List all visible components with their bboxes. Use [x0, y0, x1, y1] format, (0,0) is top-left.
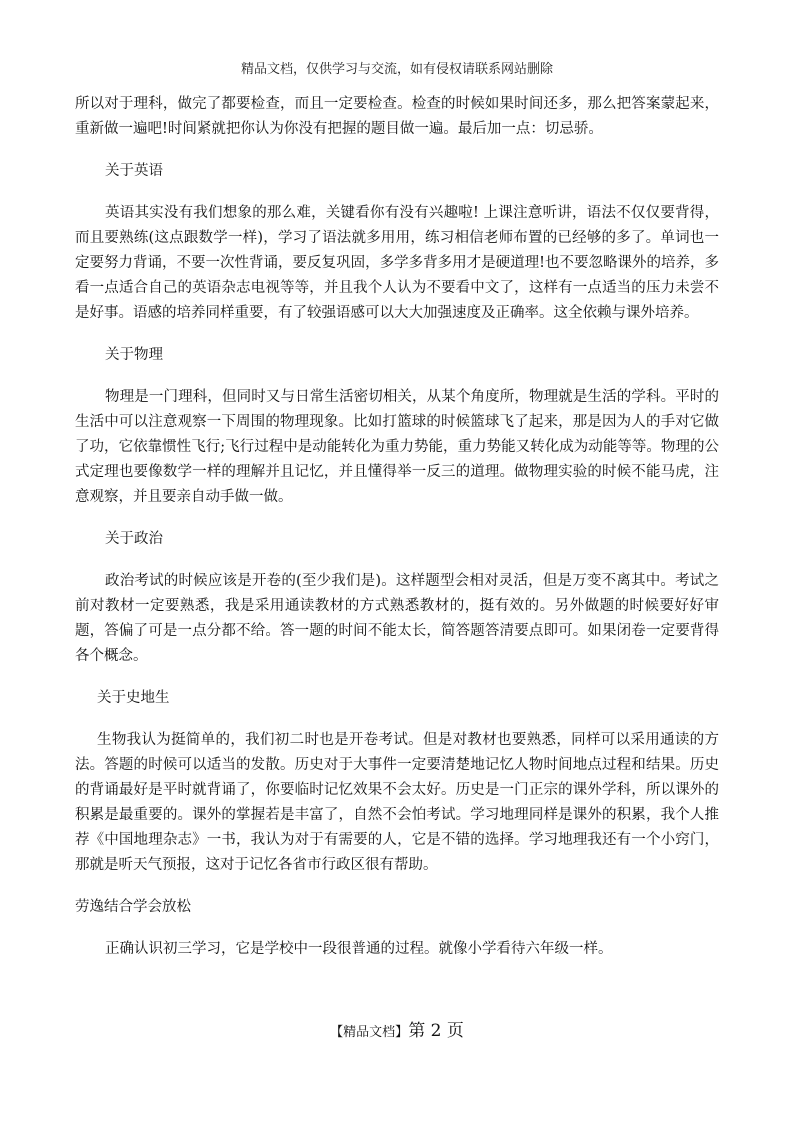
heading-english: 关于英语 [105, 163, 163, 179]
page-footer [0, 1016, 794, 1041]
heading-relax: 劳逸结合学会放松 [75, 899, 191, 915]
footer-tag: 【精品文档】 [330, 1025, 409, 1040]
heading-history-geo-bio: 关于史地生 [97, 690, 170, 706]
heading-politics: 关于政治 [105, 531, 163, 547]
paragraph-intro: 所以对于理科，做完了都要检查，而且一定要检查。检查的时候如果时间还多，那么把答案蒙起来，重新做一遍吧!时间紧就把你认为你没有把握的题目做一遍。最后加一点：切忌骄。 [75, 96, 719, 137]
page-prefix: 第 [408, 1021, 426, 1041]
heading-physics: 关于物理 [105, 347, 163, 363]
page-number: 2 [430, 1021, 442, 1041]
paragraph-politics: 政治考试的时候应该是开卷的(至少我们是)。这样题型会相对灵活，但是万变不离其中。考试之前对教材一定要熟悉，我是采用通读教材的方式熟悉教材的，挺有效的。另外做题的时候要好好审题，答偏了可是一点分都不给。答一题的时间不能太长，简答题答清要点即可。如果闭卷一定要背得各个概念。 [75, 573, 719, 664]
paragraph-physics: 物理是一门理科，但同时又与日常生活密切相关，从某个角度所，物理就是生活的学科。平时的生活中可以注意观察一下周围的物理现象。比如打篮球的时候篮球飞了起来，那是因为人的手对它做了功，它依靠惯性飞行;飞行过程中是动能转化为重力势能，重力势能又转化成为动能等等。物理的公式定理也要像数学一样的理解并且记忆，并且懂得举一反三的道理。做物理实验的时候不能马虎，注意观察，并且要亲自动手做一做。 [75, 389, 719, 505]
paragraph-relax: 正确认识初三学习，它是学校中一段很普通的过程。就像小学看待六年级一样。 [105, 941, 613, 957]
document-body [75, 92, 719, 962]
page-suffix: 页 [446, 1021, 464, 1041]
paragraph-english: 英语其实没有我们想象的那么难，关键看你有没有兴趣啦! 上课注意听讲，语法不仅仅要背得，而且要熟练(这点跟数学一样)，学习了语法就多用用，练习相信老师布置的已经够的多了。单词也一定要努力背诵，不要一次性背诵，要反复巩固，多学多背多用才是硬道理!也不要忽略课外的培养，多看一点适合自己的英语杂志电视等等，并且我个人认为不要看中文了，这样有一点适当的压力未尝不是好事。语感的培养同样重要，有了较强语感可以大大加强速度及正确率。这全依赖与课外培养。 [75, 205, 719, 321]
paragraph-history-geo-bio: 生物我认为挺简单的，我们初二时也是开卷考试。但是对教材也要熟悉，同样可以采用通读的方法。答题的时候可以适当的发散。历史对于大事件一定要清楚地记忆人物时间地点过程和结果。历史的背诵最好是平时就背诵了，你要临时记忆效果不会太好。历史是一门正宗的课外学科，所以课外的积累是最重要的。课外的掌握若是丰富了，自然不会怕考试。学习地理同样是课外的积累，我个人推荐《中国地理杂志》一书，我认为对于有需要的人，它是不错的选择。学习地理我还有一个小窍门，那就是听天气预报，这对于记忆各省市行政区很有帮助。 [75, 732, 719, 873]
page-header: 精品文档，仅供学习与交流，如有侵权请联系网站删除 [240, 62, 553, 77]
